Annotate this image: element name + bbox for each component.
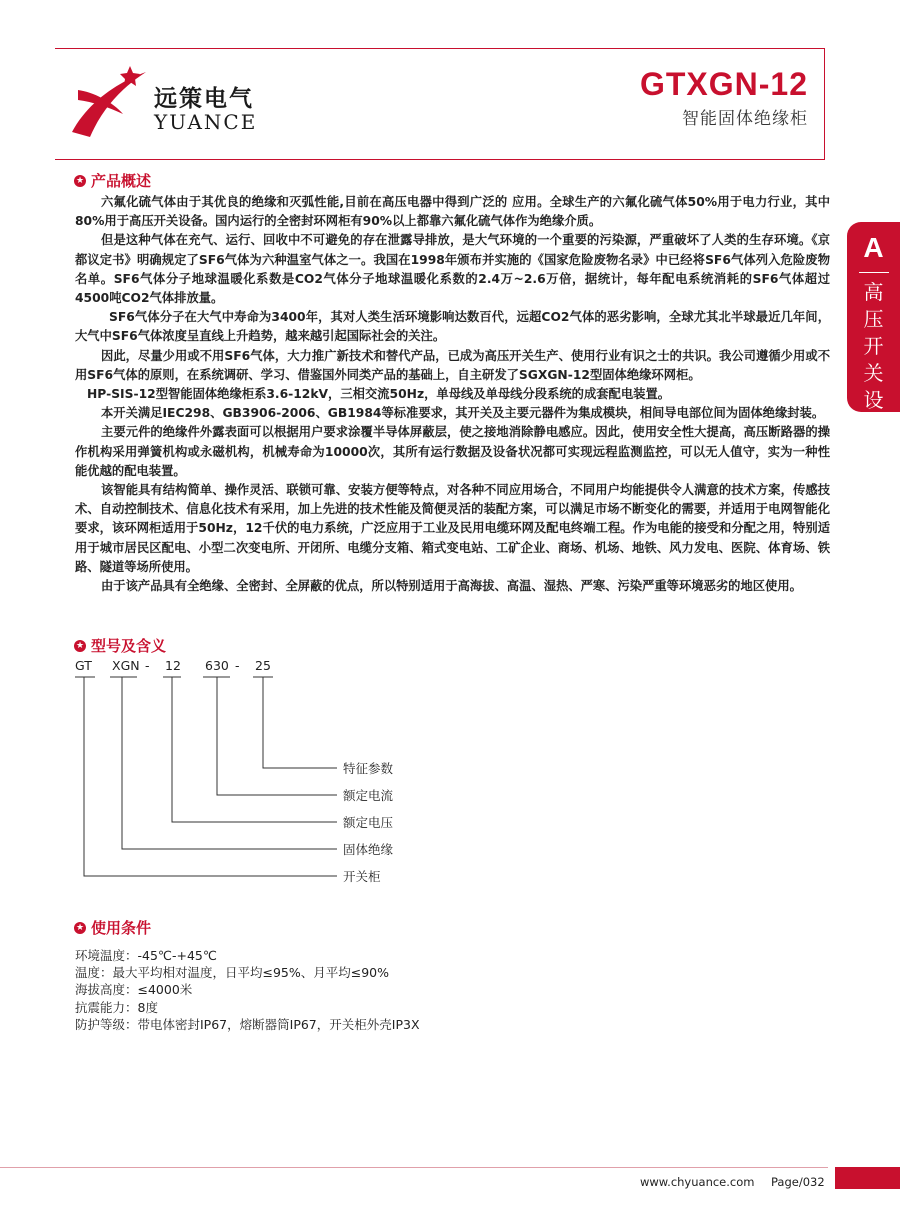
condition-item: 温度：最大平均相对温度，日平均≤95%、月平均≤90% xyxy=(75,965,390,981)
side-tab-text: 高压开关设备 xyxy=(863,280,884,439)
overview-paragraph: 但是这种气体在充气、运行、回收中不可避免的存在泄露导排放，是大气环境的一个重要的污染源，严重破坏了人类的生存环境。《京都议定书》明确规定了SF6气体为六种温室气体之一。我国在1998年颁布并实施的《国家危险废物名录》中已经将SF6气体列入危险废物名单。SF6气体分子地球温暖化系数是CO2气体分子地球温暖化系数的2.4万~2.6万倍，据统计，每年配电系统消耗的SF6气体超过4500吨CO2气体排放量。 xyxy=(75,233,830,306)
footer-page-number: Page/032 xyxy=(771,1175,825,1189)
swoosh-logo-icon xyxy=(68,62,154,142)
condition-item: 环境温度：-45℃-+45℃ xyxy=(75,948,217,963)
code-segment-dash: - xyxy=(145,658,150,673)
code-segment-voltage: 12 xyxy=(165,658,181,673)
section-title-text: 产品概述 xyxy=(91,172,152,190)
label-switchgear: 开关柜 xyxy=(343,869,381,884)
label-rated-voltage: 额定电压 xyxy=(343,815,394,830)
brand-name-en: YUANCE xyxy=(154,110,258,134)
code-segment-gt: GT xyxy=(75,658,92,673)
overview-paragraph: 因此，尽量少用或不用SF6气体，大力推广新技术和替代产品，已成为高压开关生产、使用行业有识之士的共识。我公司遵循少用或不用SF6气体的原则，在系统调研、学习、借鉴国外同类产品的基础上，自主研发了SGXGN-12型固体绝缘环网柜。 xyxy=(75,348,830,382)
label-feature-param: 特征参数 xyxy=(343,761,394,776)
condition-item: 抗震能力：8度 xyxy=(75,999,158,1015)
code-segment-feature: 25 xyxy=(255,658,271,673)
condition-item: 防护等级：带电体密封IP67，熔断器筒IP67，开关柜外壳IP3X xyxy=(75,1016,420,1032)
star-bullet-icon: ★ xyxy=(75,640,85,651)
condition-item: 海拔高度：≤4000米 xyxy=(75,982,193,998)
overview-paragraph: 由于该产品具有全绝缘、全密封、全屏蔽的优点，所以特别适用于高海拔、高温、湿热、严寒、污染严重等环境恶劣的地区使用。 xyxy=(101,579,802,594)
brand-name-cn: 远策电气 xyxy=(154,86,254,112)
section-title-text: 使用条件 xyxy=(91,919,152,937)
star-bullet-icon: ★ xyxy=(75,922,85,933)
code-segment-dash: - xyxy=(235,658,240,673)
footer-accent-block xyxy=(835,1167,900,1189)
overview-paragraph: 六氟化硫气体由于其优良的绝缘和灭弧性能,目前在高压电器中得到广泛的 应用。全球生产的六氟化硫气体50%用于电力行业，其中80%用于高压开关设备。国内运行的全密封环网柜有90%以上都靠六氟化硫气体作为绝缘介质。 xyxy=(75,195,830,229)
overview-paragraph: 主要元件的绝缘件外露表面可以根据用户要求涂覆半导体屏蔽层，使之接地消除静电感应。因此，使用安全性大提高，高压断路器的操作机构采用弹簧机构或永磁机构，机械寿命为10000次，其所有运行数据及设备状况都可实现远程监测监控，可以无人值守，实为一种性能优越的配电装置。 xyxy=(75,425,830,478)
side-category-tab[interactable] xyxy=(847,222,900,439)
code-segment-xgn: XGN xyxy=(112,658,140,673)
overview-paragraph: 本开关满足IEC298、GB3906-2006、GB1984等标准要求，其开关及主要元器件为集成模块，相间导电部位间为固体绝缘封装。 xyxy=(101,406,825,421)
side-tab-divider xyxy=(859,272,889,273)
star-bullet-icon: ★ xyxy=(75,175,85,186)
section-title-text: 型号及含义 xyxy=(91,637,167,655)
overview-text xyxy=(75,193,830,596)
model-subtitle: 智能固体绝缘柜 xyxy=(682,109,808,129)
code-segment-current: 630 xyxy=(205,658,229,673)
section-title-conditions xyxy=(74,917,151,938)
overview-paragraph: SF6气体分子在大气中寿命为3400年，其对人类生活环境影响达数百代，远超CO2气体的恶劣影响，全球尤其北半球最近几年间，大气中SF6气体浓度呈直线上升趋势，越来越引起国际社会的关注。 xyxy=(75,310,830,344)
footer-website-link[interactable]: www.chyuance.com xyxy=(640,1175,755,1189)
footer-divider xyxy=(0,1167,828,1168)
section-title-model xyxy=(74,635,166,656)
label-solid-insulation: 固体绝缘 xyxy=(343,842,394,857)
model-title: GTXGN-12 xyxy=(639,66,808,102)
side-tab-letter: A xyxy=(863,232,884,263)
conditions-list xyxy=(75,947,420,1033)
label-rated-current: 额定电流 xyxy=(343,788,394,803)
overview-paragraph: 该智能具有结构简单、操作灵活、联锁可靠、安装方便等特点，对各种不同应用场合，不同用户均能提供令人满意的技术方案，传感技术、自动控制技术、信息化技术有采用，加上先进的技术性能及简便灵活的装配方案，可以满足市场不断变化的需要，并适用于电网智能化要求，该环网柜适用于50Hz，12千伏的电力系统，广泛应用于工业及民用电缆环网及配电终端工程。作为电能的接受和分配之用，特别适用于城市居民区配电、小型二次变电所、开闭所、电缆分支箱、箱式变电站、工矿企业、商场、机场、地铁、风力发电、医院、体育场、铁路、隧道等场所使用。 xyxy=(75,483,830,574)
model-code-lines xyxy=(75,658,495,898)
model-code-diagram xyxy=(75,658,495,898)
overview-paragraph: HP-SIS-12型智能固体绝缘柜系3.6-12kV，三相交流50Hz，单母线及单母线分段系统的成套配电装置。 xyxy=(87,387,671,402)
section-title-overview xyxy=(74,170,151,191)
company-logo[interactable] xyxy=(68,62,268,142)
